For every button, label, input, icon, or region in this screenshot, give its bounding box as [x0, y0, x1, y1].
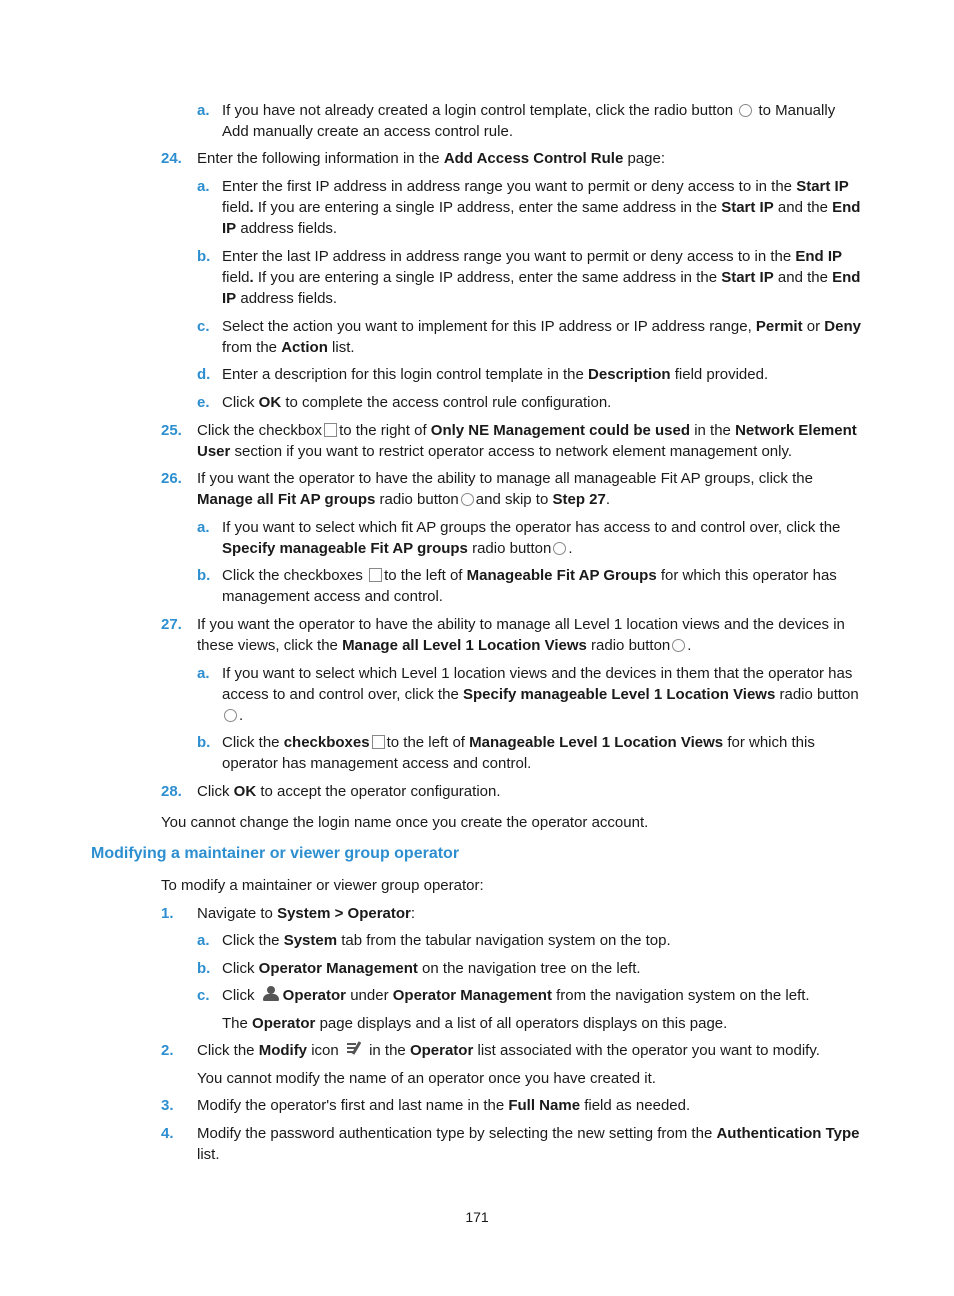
step-text: Click OK to accept the operator configuration.: [197, 783, 501, 800]
step-number: a.: [197, 178, 210, 195]
step-text: Enter the following information in the Add Access Control Rule page:: [197, 150, 666, 167]
step-number: 25.: [161, 422, 182, 439]
step-number: 2.: [161, 1042, 174, 1059]
step-number: e.: [197, 394, 210, 411]
step-number: 4.: [161, 1125, 174, 1142]
step-number: 28.: [161, 783, 182, 800]
step-text: Click the checkboxes to the left of Manageable Fit AP Groups for which this operator has management access and control.: [222, 567, 837, 605]
step-text: Modify the operator's first and last name in the Full Name field as needed.: [197, 1097, 691, 1114]
step-text: Select the action you want to implement for this IP address or IP address range, Permit or Deny from the Action list.: [222, 318, 861, 356]
step-number: 26.: [161, 470, 182, 487]
step-number: c.: [197, 318, 210, 335]
checkbox-icon: [324, 423, 337, 437]
checkbox-icon: [369, 568, 382, 582]
section-heading: Modifying a maintainer or viewer group operator: [91, 845, 460, 862]
step-text: Click the checkbox to the right of Only NE Management could be used in the Network Element User section if you want to restrict operator access to network element management only.: [197, 422, 857, 460]
step-text: Click Operator Management on the navigation tree on the left.: [222, 960, 641, 977]
step-number: b.: [197, 960, 211, 977]
step-text: Click the Modify icon in the Operator list associated with the operator you want to modify.: [197, 1042, 820, 1059]
step-number: b.: [197, 567, 211, 584]
radio-button-icon: [224, 709, 237, 722]
step-number: 3.: [161, 1097, 174, 1114]
step-text: Enter the first IP address in address range you want to permit or deny access to in the Start IP field. If you are entering a single IP address, enter the same address in the Start IP and the End IP address fields.: [222, 178, 861, 237]
radio-button-icon: [461, 493, 474, 506]
step-number: a.: [197, 519, 210, 536]
step-text: If you want to select which Level 1 location views and the devices in them that the operator has access to and control over, click the Specify manageable Level 1 Location Views radio button .: [222, 665, 859, 724]
step-text: Enter a description for this login control template in the Description field provided.: [222, 366, 769, 383]
modify-icon: [346, 1041, 362, 1057]
checkbox-icon: [372, 735, 385, 749]
step-2-note: You cannot modify the name of an operator once you have created it.: [197, 1070, 656, 1087]
radio-button-icon: [739, 104, 752, 117]
step-text: Click the checkboxes to the left of Manageable Level 1 Location Views for which this operator has management access and control.: [222, 734, 815, 772]
step-number: b.: [197, 248, 211, 265]
step-text: Modify the password authentication type by selecting the new setting from the Authentication Type list.: [197, 1125, 860, 1163]
step-number: 1.: [161, 905, 174, 922]
step-number: 24.: [161, 150, 182, 167]
radio-button-icon: [553, 542, 566, 555]
step-number: a.: [197, 932, 210, 949]
page-number: 171: [465, 1209, 489, 1225]
step-text: If you want the operator to have the ability to manage all Level 1 location views and the devices in these views, click the Manage all Level 1 Location Views radio button .: [197, 616, 845, 654]
step-number: a.: [197, 665, 210, 682]
step-number: 27.: [161, 616, 182, 633]
step-number: a.: [197, 102, 210, 119]
step-text: Click the System tab from the tabular navigation system on the top.: [222, 932, 671, 949]
radio-button-icon: [672, 639, 685, 652]
step-text: If you want to select which fit AP groups the operator has access to and control over, click the Specify manageable Fit AP groups radio button .: [222, 519, 841, 557]
step-text: Enter the last IP address in address range you want to permit or deny access to in the End IP field. If you are entering a single IP address, enter the same address in the Start IP and the End IP address fields.: [222, 248, 861, 307]
step-number: c.: [197, 987, 210, 1004]
step-text: If you have not already created a login control template, click the radio button to Manually Add manually create an access control rule.: [222, 102, 836, 140]
user-icon: [262, 986, 280, 1002]
step-text: Click OK to complete the access control rule configuration.: [222, 394, 612, 411]
step-text: Click Operator under Operator Management from the navigation system on the left.: [222, 987, 810, 1004]
section-intro: To modify a maintainer or viewer group operator:: [161, 877, 484, 894]
step-1-note: The Operator page displays and a list of all operators displays on this page.: [222, 1015, 728, 1032]
step-text: If you want the operator to have the ability to manage all manageable Fit AP groups, click the Manage all Fit AP groups radio button and skip to Step 27.: [197, 470, 813, 508]
step-number: b.: [197, 734, 211, 751]
step-text: Navigate to System > Operator:: [197, 905, 416, 922]
note-login-name: You cannot change the login name once you create the operator account.: [161, 814, 649, 831]
step-number: d.: [197, 366, 211, 383]
